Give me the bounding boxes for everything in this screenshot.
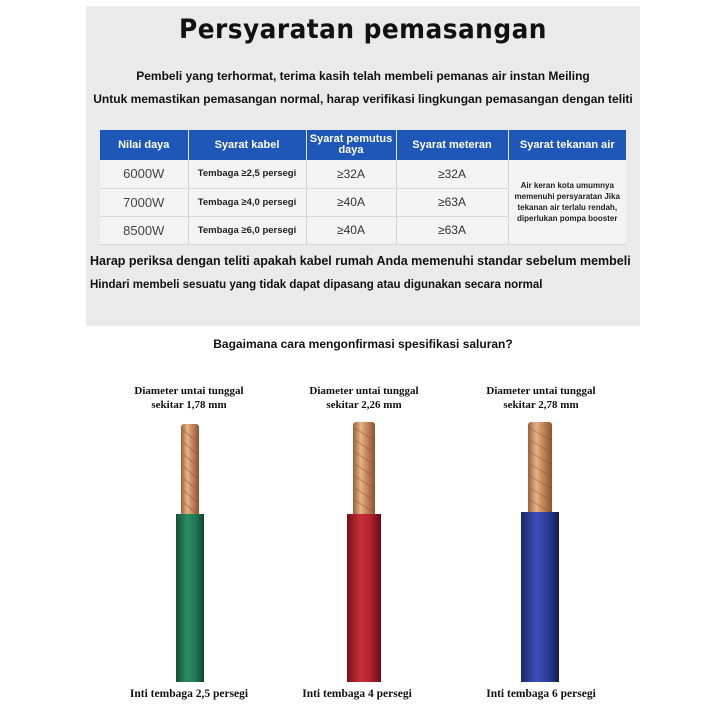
header-water-pressure: Syarat tekanan air bbox=[508, 130, 626, 160]
wire-3-image bbox=[516, 420, 564, 685]
wire-2-core-label: Inti tembaga 4 persegi bbox=[302, 688, 412, 700]
cell-meter: ≥32A bbox=[396, 160, 508, 188]
cell-breaker: ≥32A bbox=[306, 160, 396, 188]
cell-water-pressure-note: Air keran kota umumnya memenuhi persyaratan Jika tekanan air terlalu rendah, diperlukan pompa booster bbox=[508, 160, 626, 244]
wire-1-label-line-1: Diameter untai tunggal bbox=[134, 385, 244, 397]
wire-3-label-line-2: sekitar 2,78 mm bbox=[503, 399, 579, 411]
header-breaker: Syarat pemutus daya bbox=[306, 130, 396, 160]
cell-cable: Tembaga ≥6,0 persegi bbox=[188, 216, 306, 244]
wire-2-label-line-1: Diameter untai tunggal bbox=[309, 385, 419, 397]
cell-breaker: ≥40A bbox=[306, 216, 396, 244]
wire-1-image bbox=[170, 420, 210, 685]
header-power: Nilai daya bbox=[100, 130, 188, 160]
wire-3-core-label: Inti tembaga 6 persegi bbox=[486, 688, 596, 700]
cell-cable: Tembaga ≥2,5 persegi bbox=[188, 160, 306, 188]
requirements-table bbox=[100, 130, 626, 245]
cell-power: 8500W bbox=[100, 216, 188, 244]
cell-power: 7000W bbox=[100, 188, 188, 216]
wire-2-label-line-2: sekitar 2,26 mm bbox=[326, 399, 402, 411]
wire-1-core-label: Inti tembaga 2,5 persegi bbox=[129, 688, 249, 700]
wire-1-label-line-2: sekitar 1,78 mm bbox=[151, 399, 227, 411]
wire-3-diameter-label bbox=[466, 384, 616, 412]
warning-line-2: Hindari membeli sesuatu yang tidak dapat dipasang atau digunakan secara normal bbox=[90, 279, 543, 291]
table-header-row bbox=[100, 130, 626, 160]
wire-2-image bbox=[342, 420, 386, 685]
cell-cable: Tembaga ≥4,0 persegi bbox=[188, 188, 306, 216]
wire-1-diameter-label bbox=[114, 384, 264, 412]
cell-breaker: ≥40A bbox=[306, 188, 396, 216]
cell-meter: ≥63A bbox=[396, 188, 508, 216]
cell-meter: ≥63A bbox=[396, 216, 508, 244]
intro-line-1: Pembeli yang terhormat, terima kasih telah membeli pemanas air instan Meiling bbox=[136, 69, 590, 83]
wire-question: Bagaimana cara mengonfirmasi spesifikasi saluran? bbox=[213, 337, 513, 351]
header-cable: Syarat kabel bbox=[188, 130, 306, 160]
intro-line-2: Untuk memastikan pemasangan normal, harap verifikasi lingkungan pemasangan dengan teliti bbox=[93, 92, 633, 106]
header-meter: Syarat meteran bbox=[396, 130, 508, 160]
cell-power: 6000W bbox=[100, 160, 188, 188]
wire-2-diameter-label bbox=[289, 384, 439, 412]
requirements-panel bbox=[86, 6, 640, 326]
page-title: Persyaratan pemasangan bbox=[179, 14, 547, 45]
table-row bbox=[100, 160, 626, 188]
warning-line-1: Harap periksa dengan teliti apakah kabel rumah Anda memenuhi standar sebelum membeli bbox=[90, 254, 631, 268]
wire-3-label-line-1: Diameter untai tunggal bbox=[486, 385, 596, 397]
